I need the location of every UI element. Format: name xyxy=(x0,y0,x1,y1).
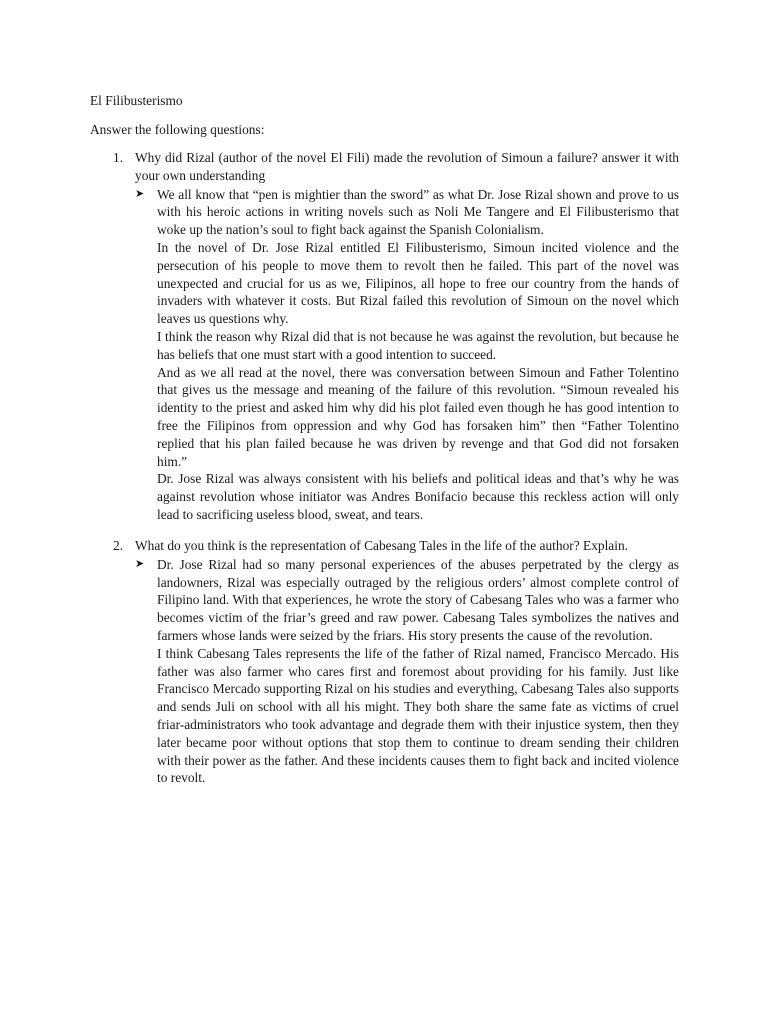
question-text: What do you think is the representation of Cabesang Tales in the life of the author? Explain. xyxy=(135,538,629,553)
question-number: 1. xyxy=(113,150,124,165)
instructions-text: Answer the following questions: xyxy=(90,122,265,137)
question-2 xyxy=(113,537,679,787)
answer-block xyxy=(135,186,679,524)
answer-paragraph: In the novel of Dr. Jose Rizal entitled El Filibusterismo, Simoun incited violence and the persecution of his people to move them to revolt then he failed. This part of the novel was unexpected and crucial for us as we, Filipinos, all hope to free our country from the hands of invaders with whatever it costs. But Rizal failed this revolution of Simoun on the novel which leaves us questions why. xyxy=(157,239,679,327)
arrowhead-bullet-icon: ➤ xyxy=(135,187,145,200)
arrowhead-bullet-icon: ➤ xyxy=(135,557,145,570)
answer-paragraph: Dr. Jose Rizal had so many personal experiences of the abuses perpetrated by the clergy as landowners, Rizal was especially outraged by the religious orders’ almost complete control of Filipino land. With that experiences, he wrote the story of Cabesang Tales who was a farmer who becomes victim of the friar’s greed and raw power. Cabesang Tales symbolizes the natives and farmers whose lands were seized by the friars. His story presents the cause of the revolution. xyxy=(157,556,679,643)
answer-paragraph: And as we all read at the novel, there was conversation between Simoun and Father Tolentino that gives us the message and meaning of the failure of this revolution. “Simoun revealed his identity to the priest and asked him why did his plot failed even though he has good intention to free the Filipinos from oppression and why God has forsaken him” then “Father Tolentino replied that his plan failed because he was driven by revenge and that God did not forsaken him.” xyxy=(157,364,679,469)
question-1 xyxy=(113,149,679,524)
document-title: El Filibusterismo xyxy=(90,93,183,108)
answer-paragraph: I think the reason why Rizal did that is not because he was against the revolution, but because he has beliefs that one must start with a good intention to succeed. xyxy=(157,328,679,362)
answer-paragraph: We all know that “pen is mightier than the sword” as what Dr. Jose Rizal shown and prove to us with his heroic actions in writing novels such as Noli Me Tangere and El Filibusterismo that woke up the nation’s soul to fight back against the Spanish Colonialism. xyxy=(157,186,679,238)
answer-paragraph: I think Cabesang Tales represents the life of the father of Rizal named, Francisco Mercado. His father was also farmer who cares first and foremost about providing for his family. Just like Francisco Mercado supporting Rizal on his studies and everything, Cabesang Tales also supports and sends Juli on school with all his might. They both share the same fate as victims of cruel friar-administrators who took advantage and degrade them with their injustice system, then they later became poor without options that stop them to continue to dream sending their children with their power as the father. And these incidents causes them to fight back and incited violence to revolt. xyxy=(157,645,679,786)
answer-paragraph: Dr. Jose Rizal was always consistent with his beliefs and political ideas and that’s why he was against revolution whose initiator was Andres Bonifacio because this reckless action will only lead to sacrificing useless blood, sweat, and tears. xyxy=(157,471,679,522)
question-text: Why did Rizal (author of the novel El Fili) made the revolution of Simoun a failure? answer it with your own understanding xyxy=(135,150,679,183)
question-number: 2. xyxy=(113,538,124,553)
answer-block xyxy=(135,556,679,787)
